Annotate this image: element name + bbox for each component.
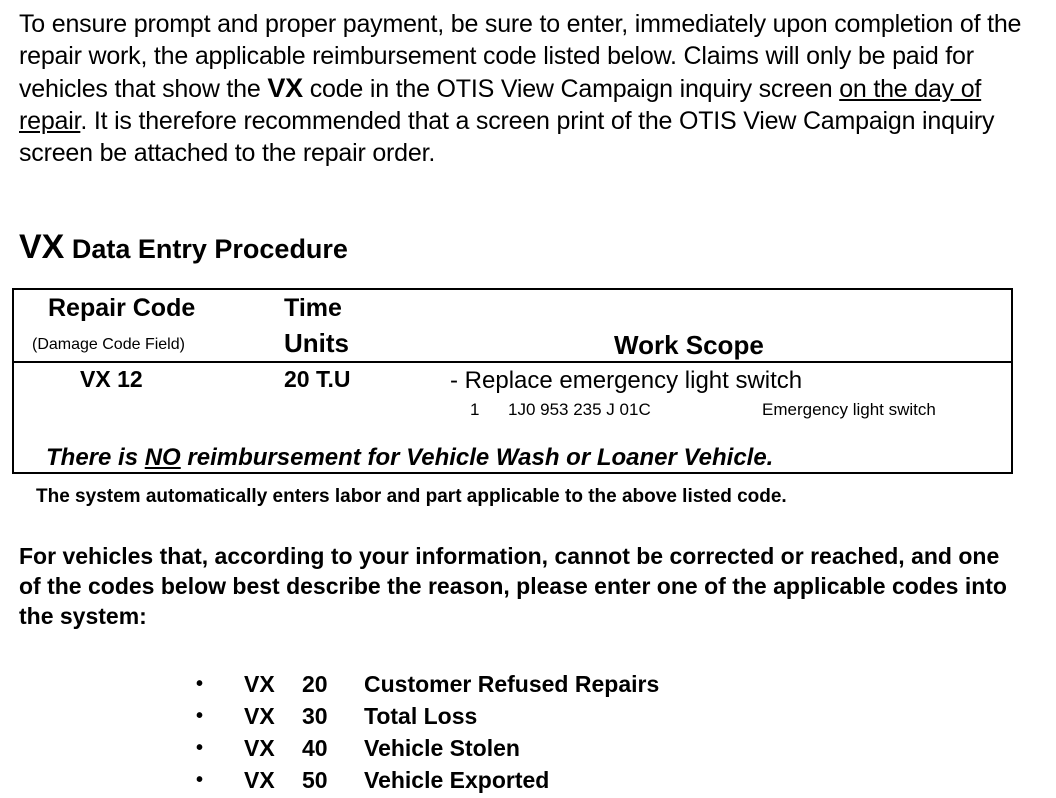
note-after: reimbursement for Vehicle Wash or Loaner Vehicle. — [180, 444, 774, 471]
intro-text-2: code in the OTIS View Campaign inquiry screen — [302, 75, 840, 103]
header-repair-code: Repair Code — [48, 294, 196, 322]
code-prefix: VX — [244, 702, 275, 729]
note-no: NO — [144, 444, 181, 471]
part-number: 1J0 953 235 J 01C — [508, 400, 651, 419]
intro-paragraph — [19, 8, 1029, 169]
code-number: 50 — [302, 766, 328, 793]
heading-text: Data Entry Procedure — [64, 234, 348, 264]
table-divider — [14, 361, 1011, 363]
list-item — [196, 732, 659, 764]
header-work-scope: Work Scope — [614, 330, 764, 360]
repair-code-table — [12, 288, 1013, 474]
code-list — [196, 668, 659, 796]
code-description: Vehicle Stolen — [364, 734, 520, 761]
bullet-icon: • — [196, 704, 204, 727]
code-prefix: VX — [244, 766, 275, 793]
bullet-icon: • — [196, 768, 204, 791]
code-description: Total Loss — [364, 702, 478, 729]
list-item — [196, 700, 659, 732]
intro-vx-code: VX — [267, 73, 303, 103]
part-qty: 1 — [470, 400, 480, 419]
instructions-paragraph: For vehicles that, according to your information, cannot be corrected or reached, and one of the codes below best describe the reason, please enter one of the applicable codes into the system: — [19, 543, 1007, 629]
bullet-icon: • — [196, 736, 204, 759]
cell-work-scope: - Replace emergency light switch — [450, 367, 803, 394]
code-number: 30 — [302, 702, 328, 729]
cell-time-units: 20 T.U — [284, 366, 351, 392]
list-item — [196, 764, 659, 796]
header-time: Time — [284, 294, 342, 322]
section-heading — [19, 228, 348, 267]
bullet-icon: • — [196, 672, 204, 695]
header-units: Units — [284, 328, 349, 358]
intro-day-of-repair: on the day of repair — [19, 75, 982, 135]
intro-text-1: To ensure prompt and proper payment, be sure to enter, immediately upon completion of the repair work, the applicable reimbursement code listed below. Claims will only be paid for vehicles that show the — [19, 10, 1022, 103]
code-number: 40 — [302, 734, 328, 761]
code-description: Customer Refused Repairs — [364, 670, 660, 697]
auto-entry-note: The system automatically enters labor and part applicable to the above listed code. — [36, 486, 787, 507]
list-item — [196, 668, 659, 700]
code-number: 20 — [302, 670, 328, 697]
code-prefix: VX — [244, 670, 275, 697]
code-description: Vehicle Exported — [364, 766, 550, 793]
header-damage-code-field: (Damage Code Field) — [32, 336, 185, 353]
cell-repair-code: VX 12 — [80, 366, 143, 392]
cell-part-line — [470, 400, 936, 420]
intro-text-3: . It is therefore recommended that a screen print of the OTIS View Campaign inquiry screen be attached to the repair order. — [19, 107, 995, 167]
reimbursement-note — [46, 444, 773, 472]
heading-vx: VX — [19, 228, 65, 266]
part-description: Emergency light switch — [762, 400, 936, 419]
note-before: There is — [46, 444, 145, 471]
code-prefix: VX — [244, 734, 275, 761]
